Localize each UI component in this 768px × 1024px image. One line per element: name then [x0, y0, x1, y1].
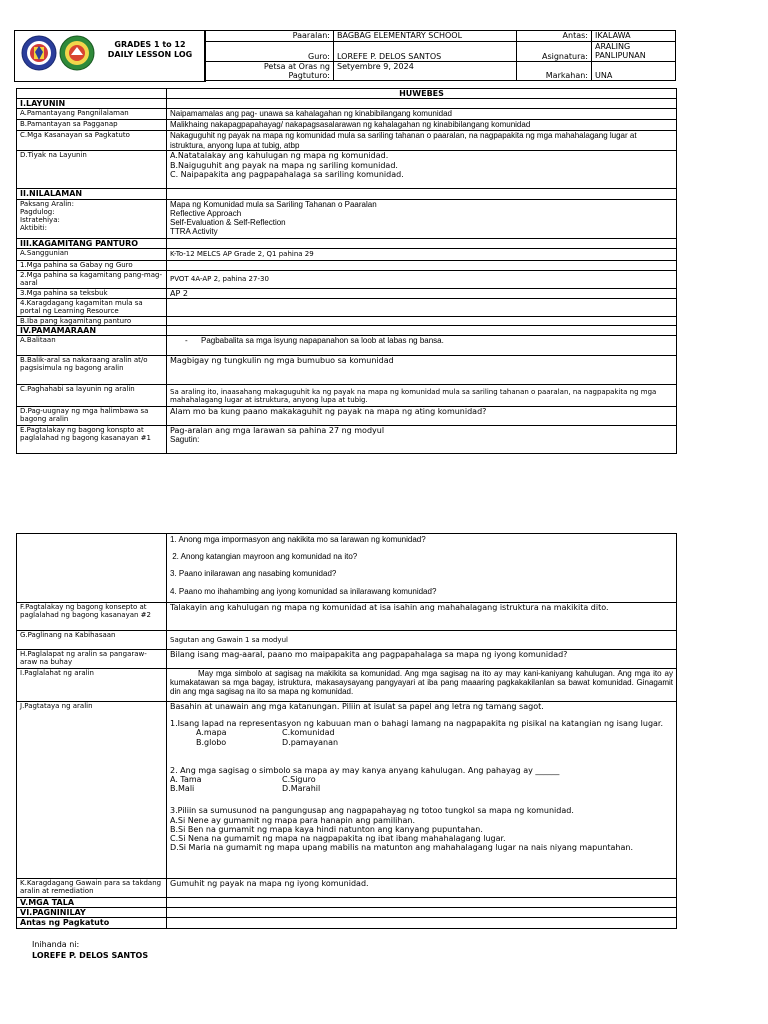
- prepared-by-name: LOREFE P. DELOS SANTOS: [32, 950, 149, 960]
- t1-choice-b: B.globo: [196, 737, 227, 747]
- aktibiti-value: TTRA Activity: [170, 227, 218, 237]
- antas-value: IKALAWA: [592, 31, 676, 42]
- guro-value: LOREFE P. DELOS SANTOS: [334, 42, 517, 62]
- asignatura-label: Asignatura:: [517, 42, 592, 62]
- t2-choice-c: C.Siguro: [282, 774, 316, 784]
- paghahabi-value: Sa araling ito, inaasahang makaguguhit ka ng payak na mapa ng komunidad mula sa sariling tahanan o paaralan, na nagpapakita ng mga mahahalagang lugar at istruktura, anyong lupa at tubig.: [167, 385, 677, 407]
- tiyak-value: [167, 151, 677, 189]
- karagdagang-label: 4.Karagdagang kagamitan mula sa portal ng Learning Resource: [17, 298, 167, 316]
- section-kagamitan: III.KAGAMITANG PANTURO: [17, 238, 167, 248]
- prepared-by-label: Inihanda ni:: [32, 940, 80, 949]
- antas-label: Antas:: [517, 31, 592, 42]
- paksang-label: Paksang Aralin:: [20, 199, 74, 208]
- paaralan-value: BAGBAG ELEMENTARY SCHOOL: [334, 31, 517, 42]
- pagtataya-label: J.Pagtataya ng aralin: [17, 702, 167, 879]
- asignatura-value-line-1: ARALING: [595, 42, 631, 51]
- asignatura-value: [592, 42, 676, 62]
- title-line-2: DAILY LESSON LOG: [107, 50, 193, 59]
- pamantayang-label: A.Pamantayang Pangnilalaman: [17, 109, 167, 120]
- asignatura-value-line-2: PANLIPUNAN: [595, 51, 646, 61]
- prepared-by: [32, 940, 148, 962]
- balikaral-label: B.Balik-aral sa nakaraang aralin at/o pagsisimula ng bagong aralin: [17, 356, 167, 385]
- section-pamamaraan: IV.PAMAMARAAN: [17, 325, 167, 335]
- question-2: 2. Anong katangian mayroon ang komunidad na ito?: [170, 552, 358, 562]
- sanggunian-value: K-To-12 MELCS AP Grade 2, Q1 pahina 29: [167, 248, 677, 260]
- lesson-table-page-2: [16, 533, 677, 929]
- paglalahat-label: I.Paglalahat ng aralin: [17, 669, 167, 702]
- t3-choice-b: B.Si Ben na gumamit ng mapa kaya hindi natunton ang kanyang pupuntahan.: [170, 824, 483, 834]
- paaralan-label: Paaralan:: [205, 31, 334, 42]
- question-1: 1. Anong mga impormasyon ang nakikita mo sa larawan ng komunidad?: [170, 535, 426, 544]
- t3-choice-a: A.Si Nene ay gumamit ng mapa para hanapin ang pamilihan.: [170, 815, 415, 825]
- iba-label: B.Iba pang kagamitang panturo: [17, 316, 167, 325]
- t2-choice-b: B.Mali: [170, 784, 195, 794]
- paguugnay-label: D.Pag-uugnay ng mga halimbawa sa bagong aralin: [17, 407, 167, 426]
- t1-choice-d: D.pamayanan: [282, 737, 339, 747]
- test-item-2: 2. Ang mga sagisag o simbolo sa mapa ay may kanya anyang kahulugan. Ang pahayag ay ______: [170, 765, 560, 775]
- paglinang-value: Sagutan ang Gawain 1 sa modyul: [167, 631, 677, 650]
- pagdulog-value: Reflective Approach: [170, 208, 242, 218]
- header-logo-box: [14, 30, 206, 82]
- t2-choice-a: A. Tama: [170, 774, 202, 784]
- test-item-2-choices-row-2: [170, 784, 673, 793]
- t2-choice-d: D.Marahil: [282, 784, 321, 794]
- day-heading: HUWEBES: [167, 89, 677, 99]
- teksbuk-label: 3.Mga pahina sa teksbuk: [17, 288, 167, 298]
- question-4: 4. Paano mo ihahambing ang iyong komunidad sa inilarawang komunidad?: [170, 586, 437, 596]
- paglinang-label: G.Paglinang na Kabihasaan: [17, 631, 167, 650]
- guide-questions: [167, 534, 677, 603]
- deped-seal-icon: [21, 35, 57, 71]
- karagdagang-gawain-label: K.Karagdagang Gawain para sa takdang aralin at remediation: [17, 879, 167, 898]
- test-item-1-choices-row-2: [170, 738, 673, 747]
- test-item-2-choices-row-1: [170, 775, 673, 784]
- section-mga-tala: V.MGA TALA: [17, 898, 167, 908]
- title-line-1: GRADES 1 to 12: [114, 40, 186, 49]
- kagamitang-value: PVOT 4A-AP 2, pahina 27-30: [167, 270, 677, 288]
- section-antas-pagkatuto: Antas ng Pagkatuto: [17, 918, 167, 928]
- nilalaman-labels: [17, 199, 167, 238]
- markahan-value: UNA: [592, 62, 676, 81]
- petsa-label-line-1: Petsa at Oras ng: [263, 62, 330, 71]
- pagtalakay1-value: [167, 426, 677, 454]
- aktibiti-label: Aktibiti:: [20, 223, 47, 232]
- nilalaman-values: [167, 199, 677, 238]
- sanggunian-label: A.Sanggunian: [17, 248, 167, 260]
- pamantayang-value: Naipamamalas ang pag- unawa sa kahalagahan ng kinabibilangang komunidad: [167, 109, 677, 120]
- pagdulog-label: Pagdulog:: [20, 207, 55, 216]
- markahan-label: Markahan:: [517, 62, 592, 81]
- school-seal-icon: [59, 35, 95, 71]
- paganap-label: B.Pamantayan sa Pagganap: [17, 120, 167, 131]
- pagtalakay1-label: E.Pagtalakay ng bagong konspto at paglalahad ng bagong kasanayan #1: [17, 426, 167, 454]
- balitaan-value: - Pagbabalita sa mga isyung napapanahon sa loob at labas ng bansa.: [167, 336, 677, 356]
- test-item-1: 1.Isang lapad na representasyon ng kabuuan man o bahagi lamang na nagpapakita ng pisikal na katangian ng isang lugar.: [170, 719, 664, 729]
- balikaral-value: Magbigay ng tungkulin ng mga bumubuo sa komunidad: [167, 356, 677, 385]
- t1-choice-a: A.mapa: [196, 728, 227, 738]
- question-3: 3. Paano inilarawan ang nasabing komunidad?: [170, 569, 337, 579]
- petsa-label: [205, 62, 334, 81]
- pagtalakay2-label: F.Pagtalakay ng bagong konsepto at paglalahad ng bagong kasanayan #2: [17, 603, 167, 631]
- kagamitang-label: 2.Mga pahina sa kagamitang pang-mag-aaral: [17, 270, 167, 288]
- petsa-value: Setyembre 9, 2024: [334, 62, 517, 81]
- paganap-value: Malikhaing nakapagpapahayag/ nakapagsasalarawan ng kahalagahan ng kinabibilangang komunidad: [167, 120, 677, 131]
- pagtalakay1-line-2: Sagutin:: [170, 435, 200, 445]
- paghahabi-label: C.Paghahabi sa layunin ng aralin: [17, 385, 167, 407]
- t1-choice-c: C.komunidad: [282, 728, 335, 738]
- test-item-3: 3.Piliin sa sumusunod na pangungusap ang nagpapahayag ng totoo tungkol sa mapa ng komunidad.: [170, 806, 574, 816]
- t3-choice-c: C.Si Nena na gumamit ng mapa na nagpapakita ng ibat ibang mahahalagang lugar.: [170, 833, 506, 843]
- pagtataya-value: [167, 702, 677, 879]
- petsa-label-line-2: Pagtuturo:: [288, 71, 330, 81]
- pagtalakay2-value: Talakayin ang kahulugan ng mapa ng komunidad at isa isahin ang mahahalagang istruktura na makikita dito.: [167, 603, 677, 631]
- t3-choice-d: D.Si Maria na gumamit ng mapa upang mabilis na matunton ang mahahalagang lugar na nais niyang mapuntahan.: [170, 843, 634, 853]
- guro-label: Guro:: [205, 42, 334, 62]
- balitaan-label: A.Balitaan: [17, 336, 167, 356]
- karagdagang-gawain-value: Gumuhit ng payak na mapa ng iyong komunidad.: [167, 879, 677, 898]
- istratehiya-value: Self-Evaluation & Self-Reflection: [170, 217, 286, 227]
- tiyak-b: B.Naiguguhit ang payak na mapa ng sariling komunidad.: [170, 160, 398, 170]
- paglalapat-value: Bilang isang mag-aaral, paano mo maipapakita ang pagpapahalaga sa mapa ng iyong komunidad?: [167, 650, 677, 669]
- paksang-value: Mapa ng Komunidad mula sa Sariling Tahanan o Paaralan: [170, 199, 377, 209]
- pagtataya-intro: Basahin at unawain ang mga katanungan. Piliin at isulat sa papel ang letra ng tamang sagot.: [170, 702, 544, 711]
- paglalapat-label: H.Paglalapat ng aralin sa pangaraw-araw na buhay: [17, 650, 167, 669]
- kasanayan-label: C.Mga Kasanayan sa Pagkatuto: [17, 131, 167, 151]
- test-item-1-choices-row-1: [170, 728, 673, 737]
- istratehiya-label: Istratehiya:: [20, 215, 60, 224]
- tiyak-a: A.Natatalakay ang kahulugan ng mapa ng komunidad.: [170, 151, 389, 161]
- tiyak-label: D.Tiyak na Layunin: [17, 151, 167, 189]
- section-pagninilay: VI.PAGNINILAY: [17, 908, 167, 918]
- kasanayan-value: Nakaguguhit ng payak na mapa ng komunidad mula sa sariling tahanan o paaralan, na nagpapakita ng mga mahahalagang lugar at istruktura, anyong lupa at tubig, atbp: [167, 131, 677, 151]
- paglalahat-value: May mga simbolo at sagisag na makikita sa komunidad. Ang mga sagisag na ito ay may kani-kaniyang kahulugan. Ang mga ito ay kumakatawan sa mga bagay, istruktura, makasaysayang pangyayari at iba pang maaaring pagkakakilanlan sa bawat komunidad. Ginagamit din ang mga sagisag na ito sa mapa ng komunidad.: [167, 669, 677, 702]
- teksbuk-value: AP 2: [167, 288, 677, 298]
- header-info-table: [204, 30, 676, 81]
- section-nilalaman: II.NILALAMAN: [17, 189, 167, 199]
- tiyak-c: C. Naipapakita ang pagpapahalaga sa sariling komunidad.: [170, 169, 404, 179]
- gabay-label: 1.Mga pahina sa Gabay ng Guro: [17, 260, 167, 270]
- lesson-table-page-1: [16, 88, 677, 454]
- pagtalakay1-line-1: Pag-aralan ang mga larawan sa pahina 27 ng modyul: [170, 426, 385, 436]
- section-layunin: I.LAYUNIN: [17, 99, 167, 109]
- paguugnay-value: Alam mo ba kung paano makakaguhit ng payak na mapa ng ating komunidad?: [167, 407, 677, 426]
